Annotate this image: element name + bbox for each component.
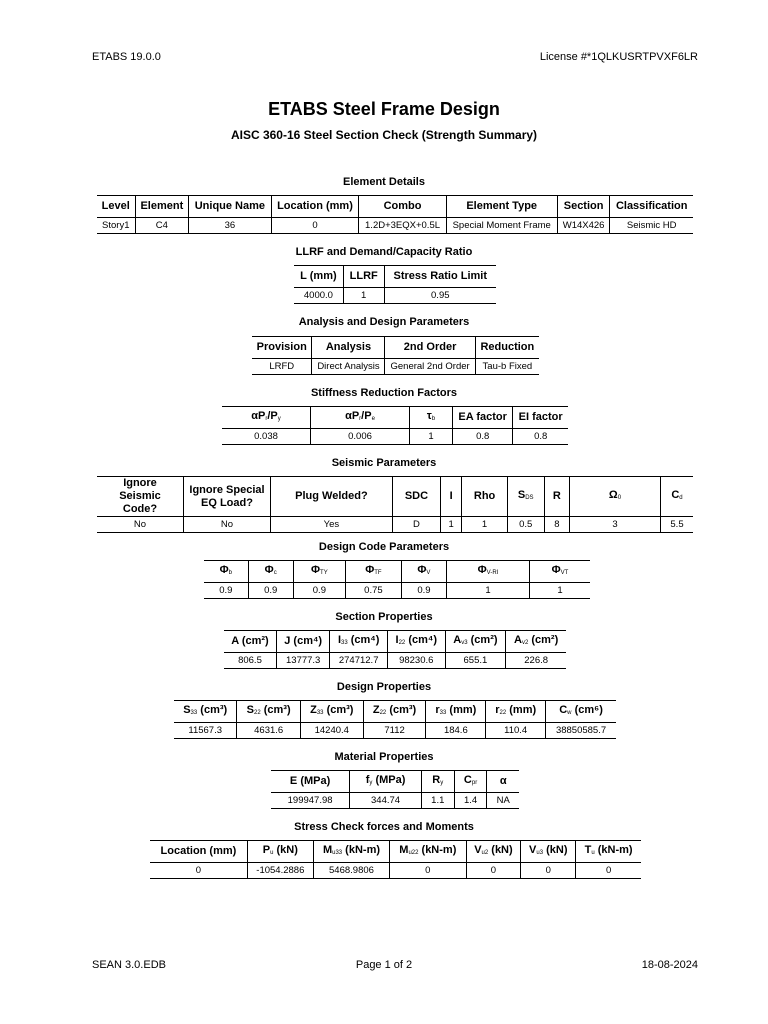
header-text: (kN-m)	[418, 843, 457, 856]
report-date: 18-08-2024	[641, 959, 698, 971]
col-header	[387, 631, 445, 653]
cell: Yes	[271, 517, 393, 533]
col-header: Element Type	[446, 196, 557, 218]
col-header: Analysis	[312, 337, 385, 359]
col-header: Location (mm)	[271, 196, 359, 218]
page-title: ETABS Steel Frame Design	[268, 99, 500, 119]
cell: 0.9	[248, 583, 293, 599]
table-header-row	[294, 266, 496, 288]
cell: 5.5	[661, 517, 694, 533]
cell: D	[392, 517, 440, 533]
col-header	[313, 841, 389, 863]
cell: 199947.98	[271, 793, 350, 809]
cell: 0.95	[384, 288, 496, 304]
header-text: (kN-m)	[594, 843, 633, 856]
page-number: Page 1 of 2	[355, 959, 413, 971]
cell: 0	[150, 863, 247, 879]
cell: C4	[135, 218, 189, 234]
cell: 1	[447, 583, 530, 599]
header-text: f	[365, 773, 370, 786]
header-text: Φ	[365, 563, 375, 576]
cell: Tau-b Fixed	[475, 359, 539, 375]
header-text: Φ	[264, 563, 274, 576]
section-props-table	[224, 630, 566, 669]
table-header-row	[252, 337, 539, 359]
element-details-title: Element Details	[343, 176, 425, 188]
header-text: (cm³)	[260, 703, 291, 716]
subscript: u	[591, 849, 595, 856]
cell: Special Moment Frame	[446, 218, 557, 234]
header-text: (cm³)	[197, 703, 228, 716]
cell: 98230.6	[387, 653, 445, 669]
col-header: 2nd Order	[385, 337, 475, 359]
subscript: 33	[190, 709, 198, 716]
cell: 1	[462, 517, 507, 533]
stress-title: Stress Check forces and Moments	[294, 821, 474, 833]
col-header: A (cm²)	[224, 631, 276, 653]
header-text: (cm³)	[323, 703, 354, 716]
subscript: r	[265, 415, 268, 422]
header-text: (mm)	[506, 703, 537, 716]
header-text: (cm³)	[386, 703, 417, 716]
header-text: /P	[267, 409, 278, 422]
table-row	[271, 793, 519, 809]
seismic-title: Seismic Parameters	[331, 457, 437, 469]
header-text: (cm²)	[528, 633, 559, 646]
header-text: (cm⁴)	[347, 633, 380, 646]
cell: 0	[271, 218, 359, 234]
table-header-row	[97, 196, 693, 218]
header-text: r	[435, 703, 440, 716]
subscript: V-RI	[486, 569, 499, 576]
cell: 11567.3	[174, 723, 237, 739]
col-header	[506, 631, 566, 653]
analysis-title: Analysis and Design Parameters	[298, 316, 470, 328]
cell: 0	[521, 863, 576, 879]
header-text: I	[337, 633, 341, 646]
col-header	[330, 631, 388, 653]
col-header: Ignore Special EQ Load?	[184, 477, 271, 517]
col-header	[546, 701, 616, 723]
subscript: 22	[254, 709, 261, 716]
col-header	[521, 841, 576, 863]
subscript: DS	[525, 494, 534, 501]
cell: 1.2D+3EQX+0.5L	[359, 218, 446, 234]
col-header: Reduction	[475, 337, 539, 359]
header-text: (kN)	[543, 843, 568, 856]
col-header	[421, 771, 454, 793]
col-header: R	[544, 477, 569, 517]
header-text: Z	[310, 703, 317, 716]
header-text: M	[322, 843, 333, 856]
header-text: τ	[426, 409, 432, 422]
col-header	[345, 561, 401, 583]
subscript: 33	[316, 709, 324, 716]
col-header: Plug Welded?	[271, 477, 393, 517]
subscript: TF	[374, 569, 382, 576]
subscript: u2	[481, 849, 489, 856]
col-header	[401, 561, 446, 583]
cell: 0.9	[204, 583, 248, 599]
header-text: (cm⁶)	[571, 703, 603, 716]
col-header	[486, 701, 546, 723]
header-text: V	[474, 843, 482, 856]
header-text: M	[399, 843, 409, 856]
header-text: (kN-m)	[342, 843, 381, 856]
header-text: A	[453, 633, 462, 646]
col-header	[247, 841, 313, 863]
col-header: EI factor	[513, 407, 568, 429]
col-header	[570, 477, 661, 517]
subscript: 33	[341, 639, 348, 646]
llrf-title: LLRF and Demand/Capacity Ratio	[295, 246, 473, 258]
cell: 4631.6	[237, 723, 301, 739]
col-header: I	[441, 477, 462, 517]
cell: 0	[390, 863, 466, 879]
cell: 0.038	[222, 429, 311, 445]
col-header: L (mm)	[294, 266, 343, 288]
subscript: u	[270, 849, 274, 856]
cell: 274712.7	[330, 653, 388, 669]
col-header: α	[487, 771, 519, 793]
col-header: Level	[97, 196, 135, 218]
subscript: v2	[521, 639, 529, 646]
header-text: C	[463, 773, 472, 786]
element-details-table	[97, 195, 693, 234]
header-text: (cm⁴)	[405, 633, 437, 646]
seismic-table	[97, 476, 693, 533]
col-header: Stress Ratio Limit	[384, 266, 496, 288]
col-header: Location (mm)	[150, 841, 247, 863]
cell: 14240.4	[300, 723, 363, 739]
table-row	[224, 653, 566, 669]
cell: 0.8	[453, 429, 513, 445]
col-header	[454, 771, 487, 793]
table-row	[97, 517, 693, 533]
col-header	[363, 701, 426, 723]
design-code-table	[204, 560, 590, 599]
header-text: C	[671, 488, 680, 501]
col-header	[445, 631, 506, 653]
material-title: Material Properties	[334, 751, 434, 763]
cell: 4000.0	[294, 288, 343, 304]
cell: Direct Analysis	[312, 359, 385, 375]
design-props-table	[174, 700, 616, 739]
subscript: y	[277, 415, 281, 422]
cell: 36	[189, 218, 271, 234]
cell: 0.9	[293, 583, 345, 599]
header-text: A	[514, 633, 522, 646]
subscript: w	[567, 709, 572, 716]
col-header: Unique Name	[189, 196, 271, 218]
col-header	[300, 701, 363, 723]
cell: 7112	[363, 723, 426, 739]
subscript: 0	[617, 494, 622, 501]
table-row	[97, 218, 693, 234]
table-row	[204, 583, 590, 599]
cell: 1	[441, 517, 462, 533]
header-text: Z	[372, 703, 380, 716]
col-header	[248, 561, 293, 583]
col-header: Element	[135, 196, 189, 218]
col-header	[530, 561, 591, 583]
analysis-table	[252, 336, 539, 375]
cell: 3	[570, 517, 661, 533]
subscript: u33	[332, 849, 343, 856]
col-header	[466, 841, 521, 863]
cell: 0.006	[311, 429, 410, 445]
subscript: c	[273, 569, 277, 576]
cell: 1	[410, 429, 453, 445]
cell: NA	[487, 793, 519, 809]
col-header	[204, 561, 248, 583]
cell: -1054.2886	[247, 863, 313, 879]
subscript: 33	[439, 709, 447, 716]
cell: LRFD	[252, 359, 312, 375]
header-text: (cm²)	[467, 633, 498, 646]
col-header: Section	[557, 196, 610, 218]
header-text: (kN)	[273, 843, 298, 856]
subscript: u22	[408, 849, 419, 856]
header-text: Φ	[219, 563, 229, 576]
header-text: C	[559, 703, 568, 716]
col-header	[410, 407, 453, 429]
stiffness-title: Stiffness Reduction Factors	[310, 387, 458, 399]
table-header-row	[174, 701, 616, 723]
subscript: d	[679, 494, 683, 501]
header-text: I	[395, 633, 399, 646]
header-text: S	[246, 703, 254, 716]
col-header: Provision	[252, 337, 312, 359]
col-header	[293, 561, 345, 583]
header-text: Φ	[551, 563, 561, 576]
col-header: Ignore Seismic Code?	[97, 477, 184, 517]
col-header: SDC	[392, 477, 440, 517]
header-text: S	[517, 488, 526, 501]
subscript: e	[371, 415, 375, 422]
cell: 226.8	[506, 653, 566, 669]
table-header-row	[224, 631, 566, 653]
col-header	[447, 561, 530, 583]
subscript: V	[426, 569, 431, 576]
col-header	[174, 701, 237, 723]
cell: 0.8	[513, 429, 568, 445]
cell: 0	[466, 863, 521, 879]
cell: General 2nd Order	[385, 359, 475, 375]
header-text: V	[529, 843, 537, 856]
header-text: P	[262, 843, 271, 856]
cell: W14X426	[557, 218, 610, 234]
table-row	[252, 359, 539, 375]
cell: 344.74	[350, 793, 422, 809]
llrf-table	[294, 265, 496, 304]
col-header	[311, 407, 410, 429]
header-text: Φ	[311, 563, 321, 576]
subscript: 22	[499, 709, 507, 716]
header-text: S	[183, 703, 191, 716]
cell: 8	[544, 517, 569, 533]
cell: No	[97, 517, 184, 533]
col-header	[222, 407, 311, 429]
header-text: T	[584, 843, 592, 856]
app-version: ETABS 19.0.0	[92, 51, 161, 63]
col-header: J (cm⁴)	[276, 631, 329, 653]
subscript: 22	[398, 639, 406, 646]
header-text: R	[432, 773, 441, 786]
table-row	[174, 723, 616, 739]
table-header-row	[150, 841, 641, 863]
cell: 0	[576, 863, 641, 879]
material-table	[271, 770, 519, 809]
cell: 0.75	[345, 583, 401, 599]
header-text: (kN)	[488, 843, 513, 856]
cell: No	[184, 517, 271, 533]
col-header	[576, 841, 641, 863]
header-text: r	[495, 703, 500, 716]
cell: 0.9	[401, 583, 446, 599]
col-header: EA factor	[453, 407, 513, 429]
stiffness-table	[222, 406, 568, 445]
col-header	[350, 771, 422, 793]
cell: 1.1	[421, 793, 454, 809]
col-header: LLRF	[343, 266, 384, 288]
subscript: b	[431, 415, 436, 422]
subscript: u3	[536, 849, 544, 856]
cell: 184.6	[426, 723, 486, 739]
file-name: SEAN 3.0.EDB	[92, 959, 166, 971]
header-text: (mm)	[446, 703, 477, 716]
cell: 806.5	[224, 653, 276, 669]
col-header: Classification	[610, 196, 693, 218]
section-props-title: Section Properties	[335, 611, 433, 623]
table-header-row	[204, 561, 590, 583]
table-header-row	[97, 477, 693, 517]
col-header	[661, 477, 694, 517]
subscript: b	[228, 569, 232, 576]
license-number: License #*1QLKUSRTPVXF6LR	[539, 51, 698, 63]
page-subtitle: AISC 360-16 Steel Section Check (Strength Summary)	[230, 128, 538, 142]
table-header-row	[222, 407, 568, 429]
cell: 1	[343, 288, 384, 304]
subscript: pr	[471, 779, 478, 786]
cell: 13777.3	[276, 653, 329, 669]
cell: 1.4	[454, 793, 487, 809]
col-header	[390, 841, 466, 863]
cell: Story1	[97, 218, 135, 234]
subscript: r	[359, 415, 362, 422]
cell: 0.5	[507, 517, 544, 533]
col-header	[237, 701, 301, 723]
header-text: Ω	[608, 488, 618, 501]
header-text: αP	[345, 409, 360, 422]
subscript: VT	[560, 569, 569, 576]
cell: 38850585.7	[546, 723, 616, 739]
cell: 110.4	[486, 723, 546, 739]
table-row	[222, 429, 568, 445]
cell: Seismic HD	[610, 218, 693, 234]
table-row	[150, 863, 641, 879]
subscript: TY	[320, 569, 328, 576]
table-row	[294, 288, 496, 304]
header-text: αP	[251, 409, 266, 422]
col-header	[507, 477, 544, 517]
header-text: Φ	[417, 563, 427, 576]
cell: 5468.9806	[313, 863, 389, 879]
header-text: /P	[361, 409, 372, 422]
header-text: Φ	[477, 563, 487, 576]
col-header: Combo	[359, 196, 446, 218]
col-header	[426, 701, 486, 723]
col-header: E (MPa)	[271, 771, 350, 793]
header-text: (MPa)	[372, 773, 406, 786]
subscript: y	[440, 779, 444, 786]
col-header: Rho	[462, 477, 507, 517]
table-header-row	[271, 771, 519, 793]
subscript: y	[369, 779, 373, 786]
cell: 1	[530, 583, 591, 599]
stress-table	[150, 840, 641, 879]
design-props-title: Design Properties	[336, 681, 432, 693]
cell: 655.1	[445, 653, 506, 669]
subscript: v3	[461, 639, 468, 646]
design-code-title: Design Code Parameters	[318, 541, 450, 553]
subscript: 22	[379, 709, 387, 716]
